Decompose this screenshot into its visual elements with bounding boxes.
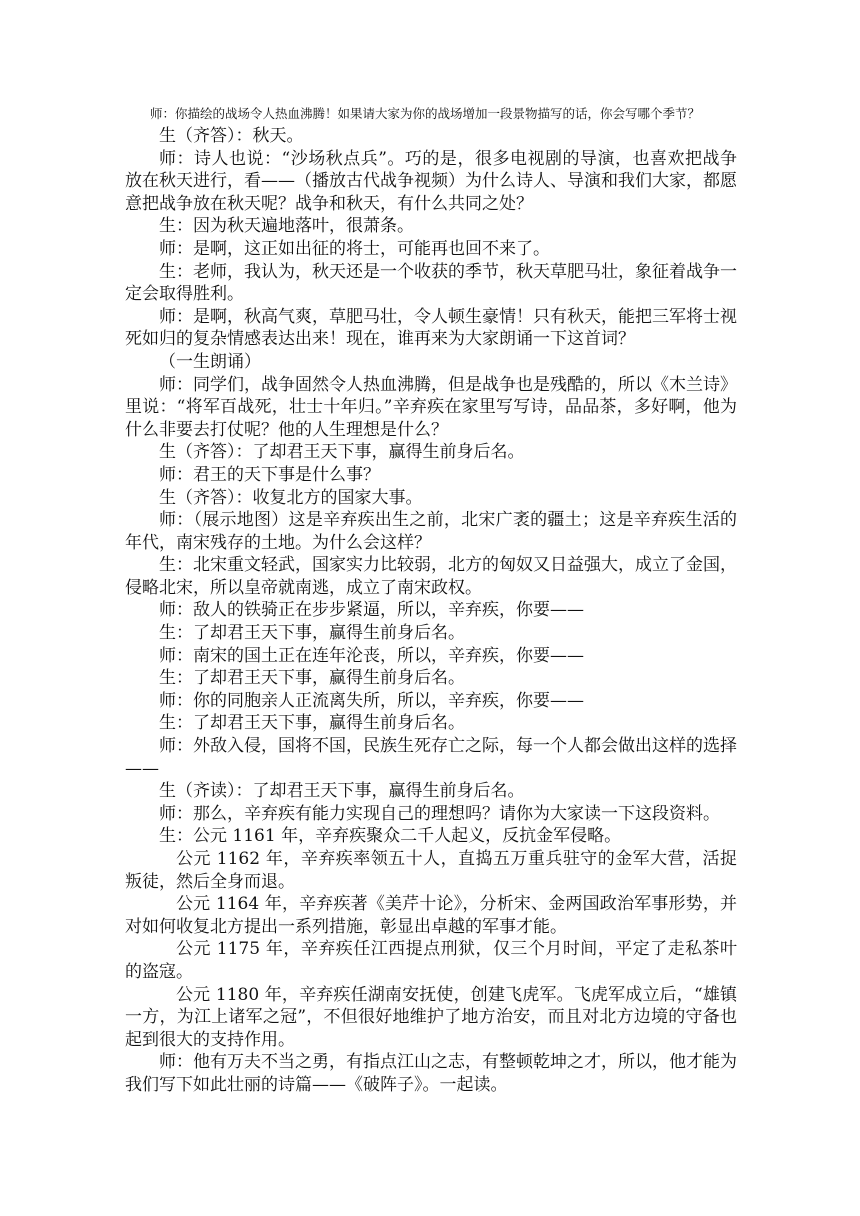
paragraph-14: 生：北宋重文轻武，国家实力比较弱，北方的匈奴又日益强大，成立了金国，侵略北宋，所以皇帝就南逃，成立了南宋政权。 (125, 555, 737, 598)
paragraph-22: 生（齐读）：了却君王天下事，赢得生前身后名。 (159, 781, 525, 802)
paragraph-20: 生：了却君王天下事，赢得生前身后名。 (159, 713, 465, 734)
paragraph-8: （一生朗诵） (159, 351, 261, 372)
paragraph-29: 师：他有万夫不当之勇，有指点江山之志，有整顿乾坤之才，所以，他才能为我们写下如此壮丽的诗篇——《破阵子》。一起读。 (125, 1052, 737, 1095)
paragraph-2: 生（齐答）：秋天。 (159, 126, 304, 146)
paragraph-11: 师：君王的天下事是什么事？ (159, 464, 380, 485)
paragraph-17: 师：南宋的国土正在连年沦丧，所以，辛弃疾，你要—— (159, 645, 584, 666)
paragraph-25: 公元 1162 年，辛弃疾率领五十人，直捣五万重兵驻守的金军大营，活捉叛徒，然后全身而退。 (125, 849, 737, 892)
paragraph-21: 师：外敌入侵，国将不国，民族生死存亡之际，每一个人都会做出这样的选择—— (125, 736, 737, 779)
paragraph-23: 师：那么，辛弃疾有能力实现自己的理想吗？请你为大家读一下这段资料。 (159, 803, 720, 824)
paragraph-10: 生（齐答）：了却君王天下事，赢得生前身后名。 (159, 442, 525, 463)
paragraph-16: 生：了却君王天下事，赢得生前身后名。 (159, 623, 465, 644)
paragraph-5: 师：是啊，这正如出征的将士，可能再也回不来了。 (159, 238, 550, 259)
paragraph-13: 师：（展示地图）这是辛弃疾出生之前，北宋广袤的疆土；这是辛弃疾生活的年代，南宋残存的土地。为什么会这样？ (125, 510, 737, 553)
paragraph-27: 公元 1175 年，辛弃疾任江西提点刑狱，仅三个月时间，平定了走私茶叶的盗寇。 (125, 939, 737, 982)
paragraph-15: 师：敌人的铁骑正在步步紧逼，所以，辛弃疾，你要—— (159, 600, 584, 621)
paragraph-24: 生：公元 1161 年，辛弃疾聚众二千人起义，反抗金军侵略。 (159, 826, 622, 847)
paragraph-19: 师：你的同胞亲人正流离失所，所以，辛弃疾，你要—— (159, 690, 584, 711)
paragraph-3: 师：诗人也说：“沙场秋点兵”。巧的是，很多电视剧的导演，也喜欢把战争放在秋天进行，看——（播放古代战争视频）为什么诗人、导演和我们大家，都愿意把战争放在秋天呢？战争和秋天，有什么共同之处？ (125, 148, 737, 214)
paragraph-7: 师：是啊，秋高气爽，草肥马壮，令人顿生豪情！只有秋天，能把三军将士视死如归的复杂情感表达出来！现在，谁再来为大家朗诵一下这首词？ (125, 306, 737, 350)
paragraph-28: 公元 1180 年，辛弃疾任湖南安抚使，创建飞虎军。飞虎军成立后，“雄镇一方，为江上诸军之冠”，不但很好地维护了地方治安，而且对北方边境的守备也起到很大的支持作用。 (125, 984, 737, 1050)
paragraph-26: 公元 1164 年，辛弃疾著《美芹十论》，分析宋、金两国政治军事形势，并对如何收复北方提出一系列措施，彰显出卓越的军事才能。 (125, 894, 737, 937)
paragraph-9: 师：同学们，战争固然令人热血沸腾，但是战争也是残酷的，所以《木兰诗》里说：“将军百战死，壮士十年归。”辛弃疾在家里写写诗，品品茶，多好啊，他为什么非要去打仗呢？他的人生理想是什么？ (125, 374, 737, 440)
paragraph-18: 生：了却君王天下事，赢得生前身后名。 (159, 668, 465, 689)
paragraph-12: 生（齐答）：收复北方的国家大事。 (159, 487, 423, 508)
lesson-transcript (125, 103, 737, 1097)
paragraph-1: 师：你描绘的战场令人热血沸腾！如果请大家为你的战场增加一段景物描写的话，你会写哪个季节？ (150, 106, 701, 121)
paragraph-6: 生：老师，我认为，秋天还是一个收获的季节，秋天草肥马壮，象征着战争一定会取得胜利。 (125, 261, 737, 305)
paragraph-4: 生：因为秋天遍地落叶，很萧条。 (159, 216, 414, 237)
